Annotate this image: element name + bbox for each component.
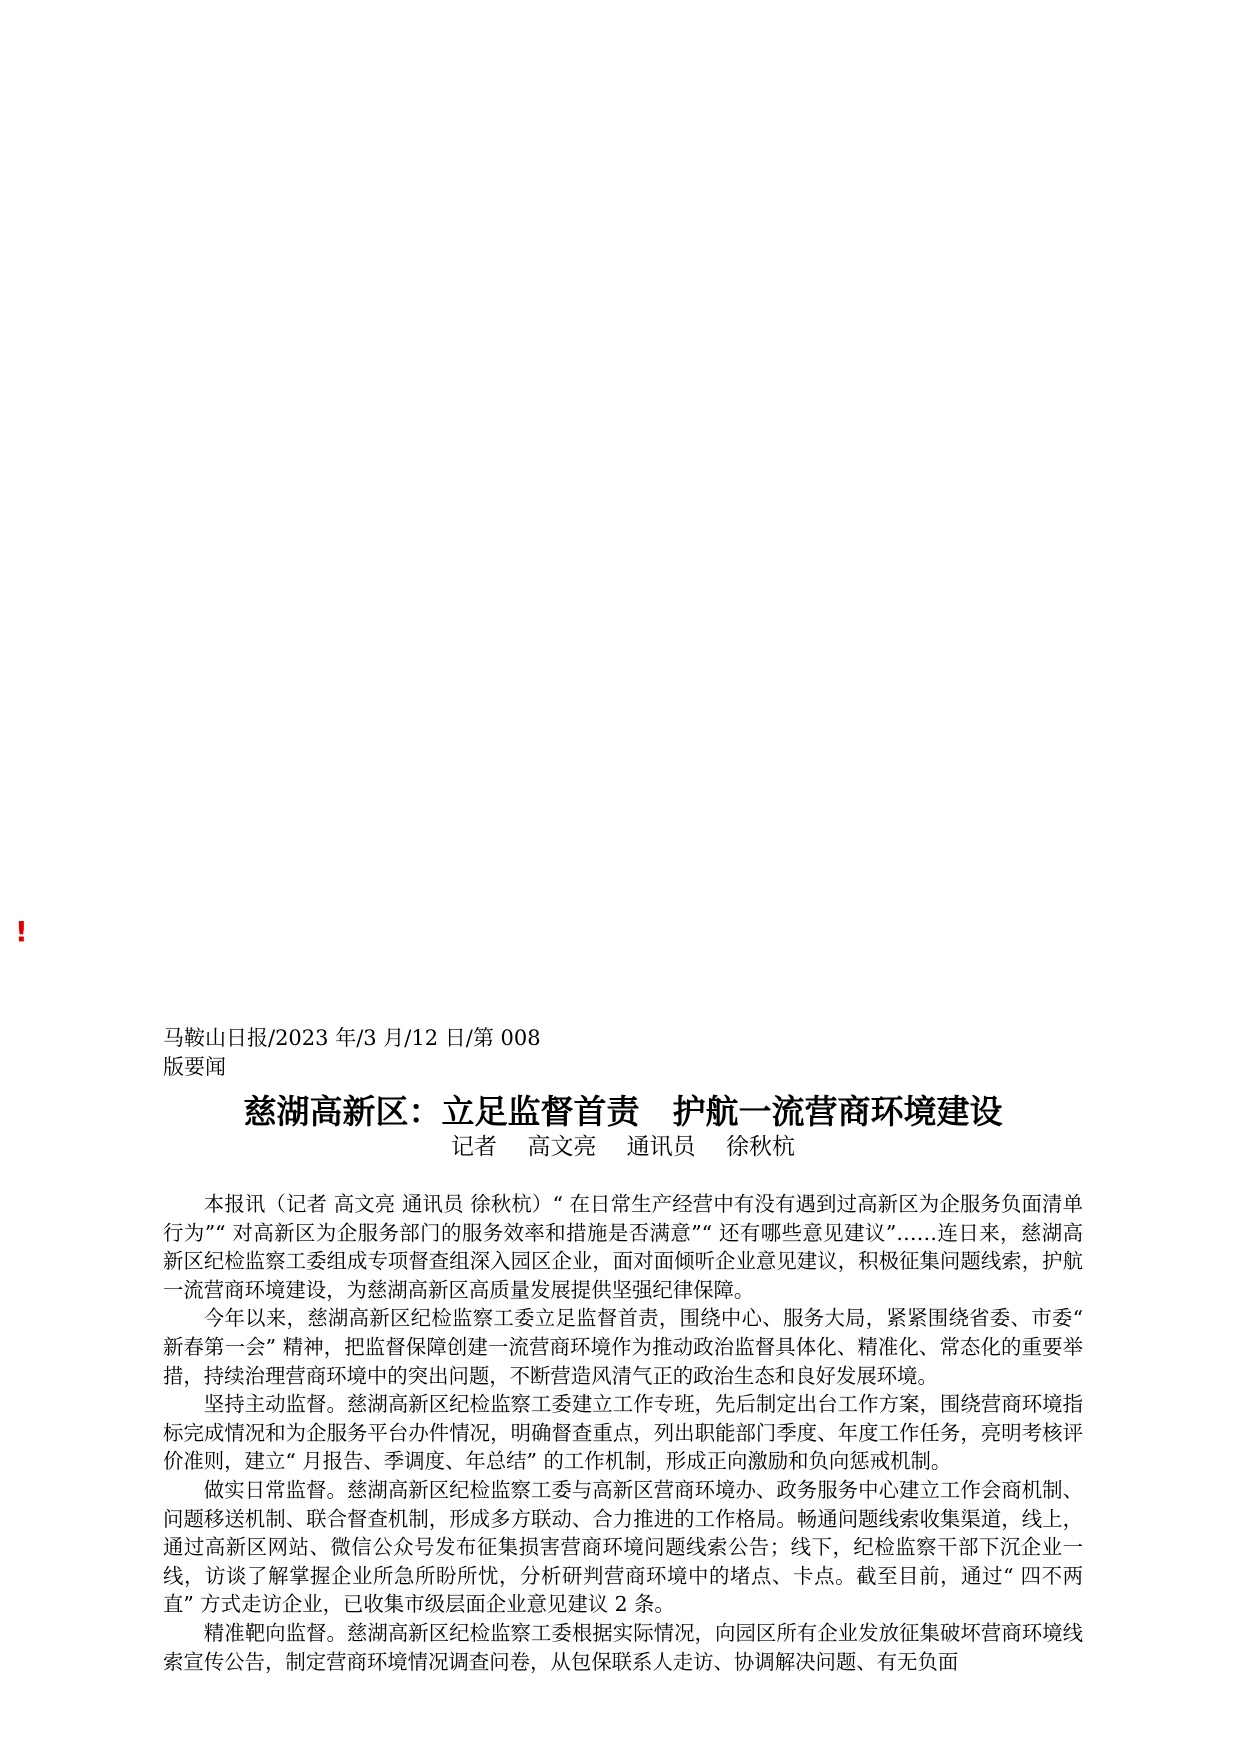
source-line: 马鞍山日报/2023 年/3 月/12 日/第 008	[163, 1026, 541, 1050]
article-title: 慈湖高新区：立足监督首责 护航一流营商环境建设	[243, 1092, 1003, 1131]
source-line-continued: 版要闻	[163, 1055, 226, 1079]
paragraph-5: 精准靶向监督。慈湖高新区纪检监察工委根据实际情况，向园区所有企业发放征集破坏营商环境线索宣传公告，制定营商环境情况调查问卷，从包保联系人走访、协调解决问题、有无负面	[163, 1620, 1083, 1674]
paragraph-3: 坚持主动监督。慈湖高新区纪检监察工委建立工作专班，先后制定出台工作方案，围绕营商环境指标完成情况和为企服务平台办件情况，明确督查重点，列出职能部门季度、年度工作任务，亮明考核评价准则，建立“ 月报告、季调度、年总结” 的工作机制，形成正向激励和负向惩戒机制。	[163, 1392, 1083, 1474]
paragraph-1: 本报讯（记者 高文亮 通讯员 徐秋杭）“ 在日常生产经营中有没有遇到过高新区为企服务负面清单行为”“ 对高新区为企服务部门的服务效率和措施是否满意”“ 还有哪些意见建议”……连日来，慈湖高新区纪检监察工委组成专项督查组深入园区企业，面对面倾听企业意见建议，积极征集问题线索，护航一流营商环境建设，为慈湖高新区高质量发展提供坚强纪律保障。	[163, 1192, 1083, 1302]
article-byline: 记者 高文亮 通讯员 徐秋杭	[451, 1134, 795, 1160]
red-exclamation-mark: !	[15, 915, 28, 948]
article-page	[163, 1024, 1083, 1676]
article-body	[163, 1190, 1083, 1676]
paragraph-4: 做实日常监督。慈湖高新区纪检监察工委与高新区营商环境办、政务服务中心建立工作会商机制、问题移送机制、联合督查机制，形成多方联动、合力推进的工作格局。畅通问题线索收集渠道，线上，通过高新区网站、微信公众号发布征集损害营商环境问题线索公告；线下，纪检监察干部下沉企业一线，访谈了解掌握企业所急所盼所忧，分析研判营商环境中的堵点、卡点。截至目前，通过“ 四不两直” 方式走访企业，已收集市级层面企业意见建议 2 条。	[163, 1477, 1083, 1617]
paragraph-2: 今年以来，慈湖高新区纪检监察工委立足监督首责，围绕中心、服务大局，紧紧围绕省委、市委“ 新春第一会” 精神，把监督保障创建一流营商环境作为推动政治监督具体化、精准化、常态化的重要举措，持续治理营商环境中的突出问题，不断营造风清气正的政治生态和良好发展环境。	[163, 1306, 1083, 1388]
